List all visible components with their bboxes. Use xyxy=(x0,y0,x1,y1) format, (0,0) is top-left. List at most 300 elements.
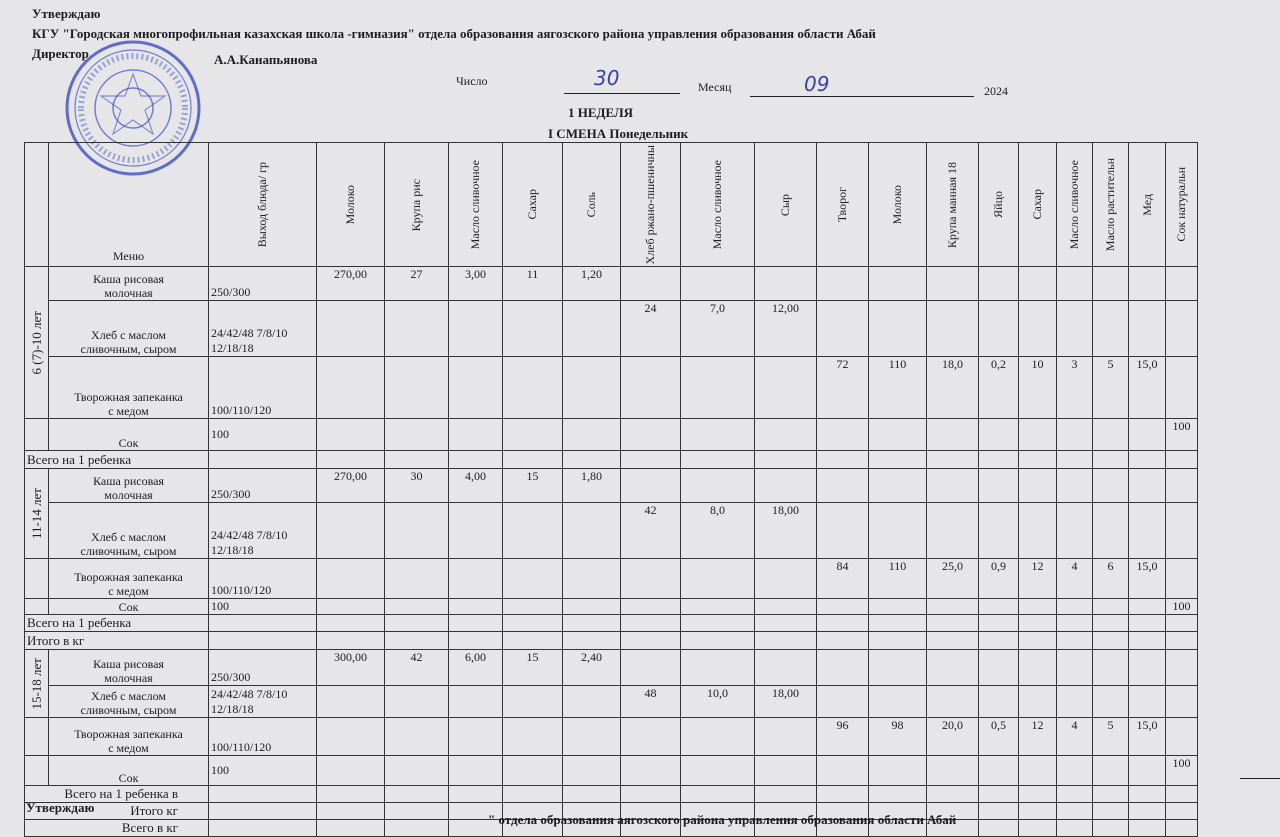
dish-name xyxy=(49,559,209,599)
value-cell xyxy=(449,599,503,615)
dish-name-line: Сок xyxy=(118,770,139,785)
dish-yield: 100/110/120 xyxy=(209,559,317,599)
total-cell xyxy=(1093,615,1129,632)
total-cell xyxy=(503,632,563,650)
dish-name xyxy=(49,503,209,559)
value-cell xyxy=(817,599,869,615)
value-cell xyxy=(979,419,1019,451)
value-cell xyxy=(503,599,563,615)
dish-name xyxy=(49,686,209,718)
value-cell xyxy=(1166,469,1198,503)
value-cell xyxy=(563,419,621,451)
total-label: Всего в кг xyxy=(25,820,209,837)
value-cell xyxy=(317,599,385,615)
value-cell xyxy=(869,686,927,718)
value-cell xyxy=(1093,267,1129,301)
value-cell: 3 xyxy=(1057,357,1093,419)
value-cell xyxy=(1057,599,1093,615)
dish-name-line: Хлеб с маслом xyxy=(91,529,166,544)
value-cell: 48 xyxy=(621,686,681,718)
total-cell xyxy=(1093,820,1129,837)
column-header-label: Творог xyxy=(835,187,850,223)
value-cell: 15 xyxy=(503,469,563,503)
column-header xyxy=(317,143,385,267)
value-cell: 18,00 xyxy=(755,686,817,718)
value-cell xyxy=(621,469,681,503)
table-row xyxy=(25,267,1198,301)
value-cell xyxy=(681,559,755,599)
total-cell xyxy=(817,786,869,803)
value-cell xyxy=(817,301,869,357)
column-header-label: Сахар xyxy=(1030,189,1045,220)
total-cell xyxy=(385,615,449,632)
value-cell: 0,9 xyxy=(979,559,1019,599)
value-cell xyxy=(1129,469,1166,503)
value-cell xyxy=(979,301,1019,357)
value-cell xyxy=(869,756,927,786)
total-cell xyxy=(1057,786,1093,803)
total-cell xyxy=(927,451,979,469)
value-cell: 4,00 xyxy=(449,469,503,503)
dish-name xyxy=(49,718,209,756)
value-cell: 6,00 xyxy=(449,650,503,686)
value-cell xyxy=(1093,503,1129,559)
dish-name-line: Творожная запеканка xyxy=(74,726,183,741)
value-cell xyxy=(755,559,817,599)
header-row xyxy=(25,143,1198,267)
value-cell xyxy=(1129,650,1166,686)
table-row xyxy=(25,686,1198,718)
dish-name-line: сливочным, сыром xyxy=(80,702,177,717)
total-cell xyxy=(317,786,385,803)
value-cell xyxy=(449,419,503,451)
value-cell xyxy=(385,599,449,615)
value-cell: 27 xyxy=(385,267,449,301)
value-cell xyxy=(317,559,385,599)
total-cell xyxy=(755,615,817,632)
value-cell xyxy=(503,301,563,357)
value-cell xyxy=(681,419,755,451)
total-cell xyxy=(317,615,385,632)
dish-name-line: Каша рисовая xyxy=(93,473,164,488)
dish-name xyxy=(49,650,209,686)
total-cell xyxy=(1129,632,1166,650)
total-cell xyxy=(449,451,503,469)
column-header xyxy=(503,143,563,267)
value-cell: 42 xyxy=(621,503,681,559)
total-cell xyxy=(681,786,755,803)
total-cell xyxy=(817,632,869,650)
week-title: 1 НЕДЕЛЯ xyxy=(568,105,634,120)
total-cell xyxy=(209,786,317,803)
value-cell xyxy=(1057,469,1093,503)
table-row xyxy=(25,503,1198,559)
age-group-cell-empty xyxy=(25,756,49,786)
dish-yield: 100 xyxy=(209,756,317,786)
value-cell xyxy=(1093,469,1129,503)
age-group-cell-empty xyxy=(25,718,49,756)
value-cell xyxy=(449,718,503,756)
total-cell xyxy=(1019,615,1057,632)
value-cell xyxy=(927,419,979,451)
value-cell: 8,0 xyxy=(681,503,755,559)
total-cell xyxy=(681,615,755,632)
column-header xyxy=(817,143,869,267)
total-cell xyxy=(317,803,385,820)
total-cell xyxy=(1019,632,1057,650)
value-cell xyxy=(979,686,1019,718)
value-cell xyxy=(927,599,979,615)
dish-name-line: Сок xyxy=(118,599,139,614)
value-cell xyxy=(869,599,927,615)
value-cell xyxy=(755,267,817,301)
total-cell xyxy=(385,820,449,837)
total-cell xyxy=(449,786,503,803)
value-cell xyxy=(1019,756,1057,786)
value-cell xyxy=(1093,650,1129,686)
dish-name-line: Творожная запеканка xyxy=(74,389,183,404)
value-cell xyxy=(755,419,817,451)
column-header-label: Молоко xyxy=(343,185,358,225)
total-cell xyxy=(817,451,869,469)
dish-name xyxy=(49,357,209,419)
column-header-label: Сахар xyxy=(525,189,540,220)
value-cell: 100 xyxy=(1166,756,1198,786)
value-cell xyxy=(317,357,385,419)
total-cell xyxy=(563,786,621,803)
total-cell xyxy=(681,451,755,469)
column-header-label: Выход блюда/ гр xyxy=(255,162,270,248)
organization-name: КГУ "Городская многопрофильная казахская школа -гимназия" отдела образования аягозского района управления образования области Абай xyxy=(32,26,876,41)
value-cell xyxy=(1057,301,1093,357)
total-cell xyxy=(621,615,681,632)
total-cell xyxy=(1093,786,1129,803)
column-header xyxy=(209,143,317,267)
total-cell xyxy=(1057,632,1093,650)
value-cell: 15,0 xyxy=(1129,559,1166,599)
value-cell xyxy=(817,756,869,786)
total-cell xyxy=(385,632,449,650)
value-cell xyxy=(563,686,621,718)
month-value: 09 xyxy=(804,72,830,96)
menu-table xyxy=(24,142,1198,837)
dish-name xyxy=(49,756,209,786)
value-cell: 110 xyxy=(869,559,927,599)
value-cell xyxy=(1057,267,1093,301)
value-cell xyxy=(449,357,503,419)
value-cell: 100 xyxy=(1166,419,1198,451)
dish-name xyxy=(49,599,209,615)
total-cell xyxy=(755,786,817,803)
total-cell xyxy=(1166,820,1198,837)
year-value: 2024 xyxy=(984,84,1008,98)
value-cell xyxy=(503,686,563,718)
column-header-label: Сыр xyxy=(778,193,793,216)
total-cell xyxy=(1019,786,1057,803)
total-cell xyxy=(979,786,1019,803)
header-corner xyxy=(25,143,49,267)
value-cell: 12 xyxy=(1019,718,1057,756)
date-value: 30 xyxy=(594,66,620,90)
total-cell xyxy=(449,632,503,650)
column-header-label: Крупа рис xyxy=(409,178,424,231)
total-cell xyxy=(209,820,317,837)
value-cell: 72 xyxy=(817,357,869,419)
value-cell xyxy=(927,756,979,786)
value-cell xyxy=(817,503,869,559)
value-cell: 270,00 xyxy=(317,469,385,503)
value-cell xyxy=(681,718,755,756)
column-header xyxy=(449,143,503,267)
total-cell xyxy=(621,451,681,469)
value-cell xyxy=(869,469,927,503)
value-cell xyxy=(979,469,1019,503)
total-cell xyxy=(1129,451,1166,469)
value-cell xyxy=(1019,419,1057,451)
value-cell: 11 xyxy=(503,267,563,301)
value-cell xyxy=(1129,419,1166,451)
dish-yield: 24/42/48 7/8/10 12/18/18 xyxy=(209,301,317,357)
value-cell: 100 xyxy=(1166,599,1198,615)
total-cell xyxy=(621,632,681,650)
total-cell xyxy=(563,451,621,469)
dish-name xyxy=(49,301,209,357)
total-cell xyxy=(817,615,869,632)
column-header xyxy=(49,143,209,267)
table-row xyxy=(25,718,1198,756)
value-cell xyxy=(503,559,563,599)
value-cell: 7,0 xyxy=(681,301,755,357)
total-cell xyxy=(621,786,681,803)
value-cell xyxy=(755,718,817,756)
total-cell xyxy=(209,632,317,650)
total-cell xyxy=(1166,786,1198,803)
age-group-cell-empty xyxy=(25,599,49,615)
value-cell: 270,00 xyxy=(317,267,385,301)
table-row xyxy=(25,756,1198,786)
footer-organization-partial: " отдела образования аягозского района управления образования области Абай xyxy=(488,812,957,827)
value-cell xyxy=(979,599,1019,615)
column-header xyxy=(621,143,681,267)
dish-name-line: с медом xyxy=(108,403,149,418)
value-cell: 96 xyxy=(817,718,869,756)
value-cell xyxy=(681,267,755,301)
shift-title: I СМЕНА Понедельник xyxy=(548,126,689,141)
dish-name-line: сливочным, сыром xyxy=(80,341,177,356)
value-cell xyxy=(817,469,869,503)
value-cell xyxy=(563,718,621,756)
table-row xyxy=(25,301,1198,357)
total-cell xyxy=(1166,451,1198,469)
value-cell xyxy=(449,559,503,599)
value-cell xyxy=(869,267,927,301)
value-cell xyxy=(621,357,681,419)
value-cell xyxy=(1057,419,1093,451)
value-cell xyxy=(1019,301,1057,357)
total-cell xyxy=(503,451,563,469)
dish-name-line: Творожная запеканка xyxy=(74,569,183,584)
age-group-label: 15-18 лет xyxy=(28,658,44,710)
value-cell xyxy=(503,756,563,786)
dish-name-line: Хлеб с маслом xyxy=(91,327,166,342)
dish-yield: 24/42/48 7/8/10 12/18/18 xyxy=(209,503,317,559)
total-cell xyxy=(1019,451,1057,469)
total-cell xyxy=(1019,803,1057,820)
value-cell xyxy=(1093,686,1129,718)
total-cell xyxy=(209,803,317,820)
value-cell xyxy=(979,650,1019,686)
column-header xyxy=(385,143,449,267)
value-cell: 18,0 xyxy=(927,357,979,419)
value-cell xyxy=(927,301,979,357)
date-underline xyxy=(564,93,680,94)
value-cell: 10 xyxy=(1019,357,1057,419)
total-cell xyxy=(979,820,1019,837)
column-header xyxy=(927,143,979,267)
column-header xyxy=(979,143,1019,267)
value-cell xyxy=(1129,686,1166,718)
column-header xyxy=(755,143,817,267)
value-cell xyxy=(1166,559,1198,599)
dish-yield: 250/300 xyxy=(209,267,317,301)
value-cell xyxy=(449,301,503,357)
age-group-cell xyxy=(25,650,49,718)
value-cell xyxy=(503,357,563,419)
value-cell: 25,0 xyxy=(927,559,979,599)
director-label: Директор xyxy=(32,46,89,61)
column-header-label: Сок натуральн xyxy=(1174,167,1189,243)
value-cell xyxy=(869,301,927,357)
value-cell xyxy=(817,686,869,718)
total-cell xyxy=(927,632,979,650)
value-cell xyxy=(621,419,681,451)
value-cell xyxy=(1166,267,1198,301)
value-cell xyxy=(621,267,681,301)
total-cell xyxy=(563,632,621,650)
column-header-label: Крупа манная 18 xyxy=(945,161,960,248)
value-cell: 15,0 xyxy=(1129,357,1166,419)
value-cell xyxy=(503,718,563,756)
total-label: Итого в кг xyxy=(25,632,209,650)
value-cell xyxy=(449,503,503,559)
total-cell xyxy=(1166,632,1198,650)
dish-name-line: Хлеб с маслом xyxy=(91,688,166,703)
value-cell xyxy=(621,718,681,756)
total-cell xyxy=(317,451,385,469)
dish-yield: 100 xyxy=(209,599,317,615)
total-cell xyxy=(1093,451,1129,469)
value-cell xyxy=(1019,267,1057,301)
total-cell xyxy=(1019,820,1057,837)
total-cell xyxy=(317,632,385,650)
value-cell xyxy=(979,267,1019,301)
total-cell xyxy=(1057,451,1093,469)
total-cell xyxy=(979,451,1019,469)
value-cell xyxy=(755,756,817,786)
value-cell: 0,5 xyxy=(979,718,1019,756)
value-cell xyxy=(817,650,869,686)
value-cell: 3,00 xyxy=(449,267,503,301)
column-header-label: Масло сливочное xyxy=(468,160,483,250)
value-cell xyxy=(1093,419,1129,451)
total-cell xyxy=(1129,820,1166,837)
total-label: Всего на 1 ребенка в xyxy=(25,786,209,803)
value-cell xyxy=(563,357,621,419)
dish-name xyxy=(49,267,209,301)
value-cell xyxy=(927,686,979,718)
value-cell xyxy=(1129,267,1166,301)
value-cell xyxy=(681,650,755,686)
value-cell xyxy=(869,419,927,451)
value-cell xyxy=(1166,301,1198,357)
column-header-label: Молоко xyxy=(890,185,905,225)
table-row xyxy=(25,469,1198,503)
value-cell xyxy=(755,469,817,503)
total-cell xyxy=(927,786,979,803)
value-cell xyxy=(817,419,869,451)
column-header-label: Масло сливочное xyxy=(710,160,725,250)
dish-name-line: Каша рисовая xyxy=(93,271,164,286)
total-cell xyxy=(563,615,621,632)
total-cell xyxy=(1129,803,1166,820)
value-cell xyxy=(385,419,449,451)
column-header-label: Масло растительн xyxy=(1103,158,1118,252)
dish-name-line: Каша рисовая xyxy=(93,656,164,671)
column-header-label: Яйцо xyxy=(991,191,1006,219)
column-header xyxy=(1057,143,1093,267)
total-cell xyxy=(979,632,1019,650)
value-cell xyxy=(1129,503,1166,559)
dish-name-line: Сок xyxy=(118,435,139,450)
total-cell xyxy=(869,632,927,650)
value-cell: 15 xyxy=(503,650,563,686)
total-cell xyxy=(1129,615,1166,632)
date-label: Число xyxy=(456,74,488,88)
value-cell: 5 xyxy=(1093,718,1129,756)
age-group-cell xyxy=(25,267,49,419)
dish-yield: 250/300 xyxy=(209,650,317,686)
value-cell xyxy=(681,599,755,615)
dish-name-line: молочная xyxy=(104,285,153,300)
value-cell: 24 xyxy=(621,301,681,357)
age-group-label: 11-14 лет xyxy=(28,488,44,540)
column-header xyxy=(1093,143,1129,267)
value-cell xyxy=(1057,503,1093,559)
value-cell: 10,0 xyxy=(681,686,755,718)
total-cell xyxy=(927,615,979,632)
value-cell: 84 xyxy=(817,559,869,599)
age-group-label: 6 (7)-10 лет xyxy=(28,311,44,375)
dish-name xyxy=(49,469,209,503)
value-cell xyxy=(681,469,755,503)
value-cell: 0,2 xyxy=(979,357,1019,419)
total-cell xyxy=(1057,820,1093,837)
value-cell xyxy=(1019,599,1057,615)
value-cell xyxy=(927,503,979,559)
value-cell xyxy=(621,599,681,615)
value-cell xyxy=(927,469,979,503)
total-cell xyxy=(209,451,317,469)
value-cell xyxy=(979,756,1019,786)
dish-name-line: с медом xyxy=(108,740,149,755)
table-row xyxy=(25,650,1198,686)
value-cell: 12,00 xyxy=(755,301,817,357)
total-cell xyxy=(1166,615,1198,632)
value-cell: 4 xyxy=(1057,718,1093,756)
value-cell xyxy=(1129,301,1166,357)
value-cell: 1,80 xyxy=(563,469,621,503)
value-cell xyxy=(563,503,621,559)
